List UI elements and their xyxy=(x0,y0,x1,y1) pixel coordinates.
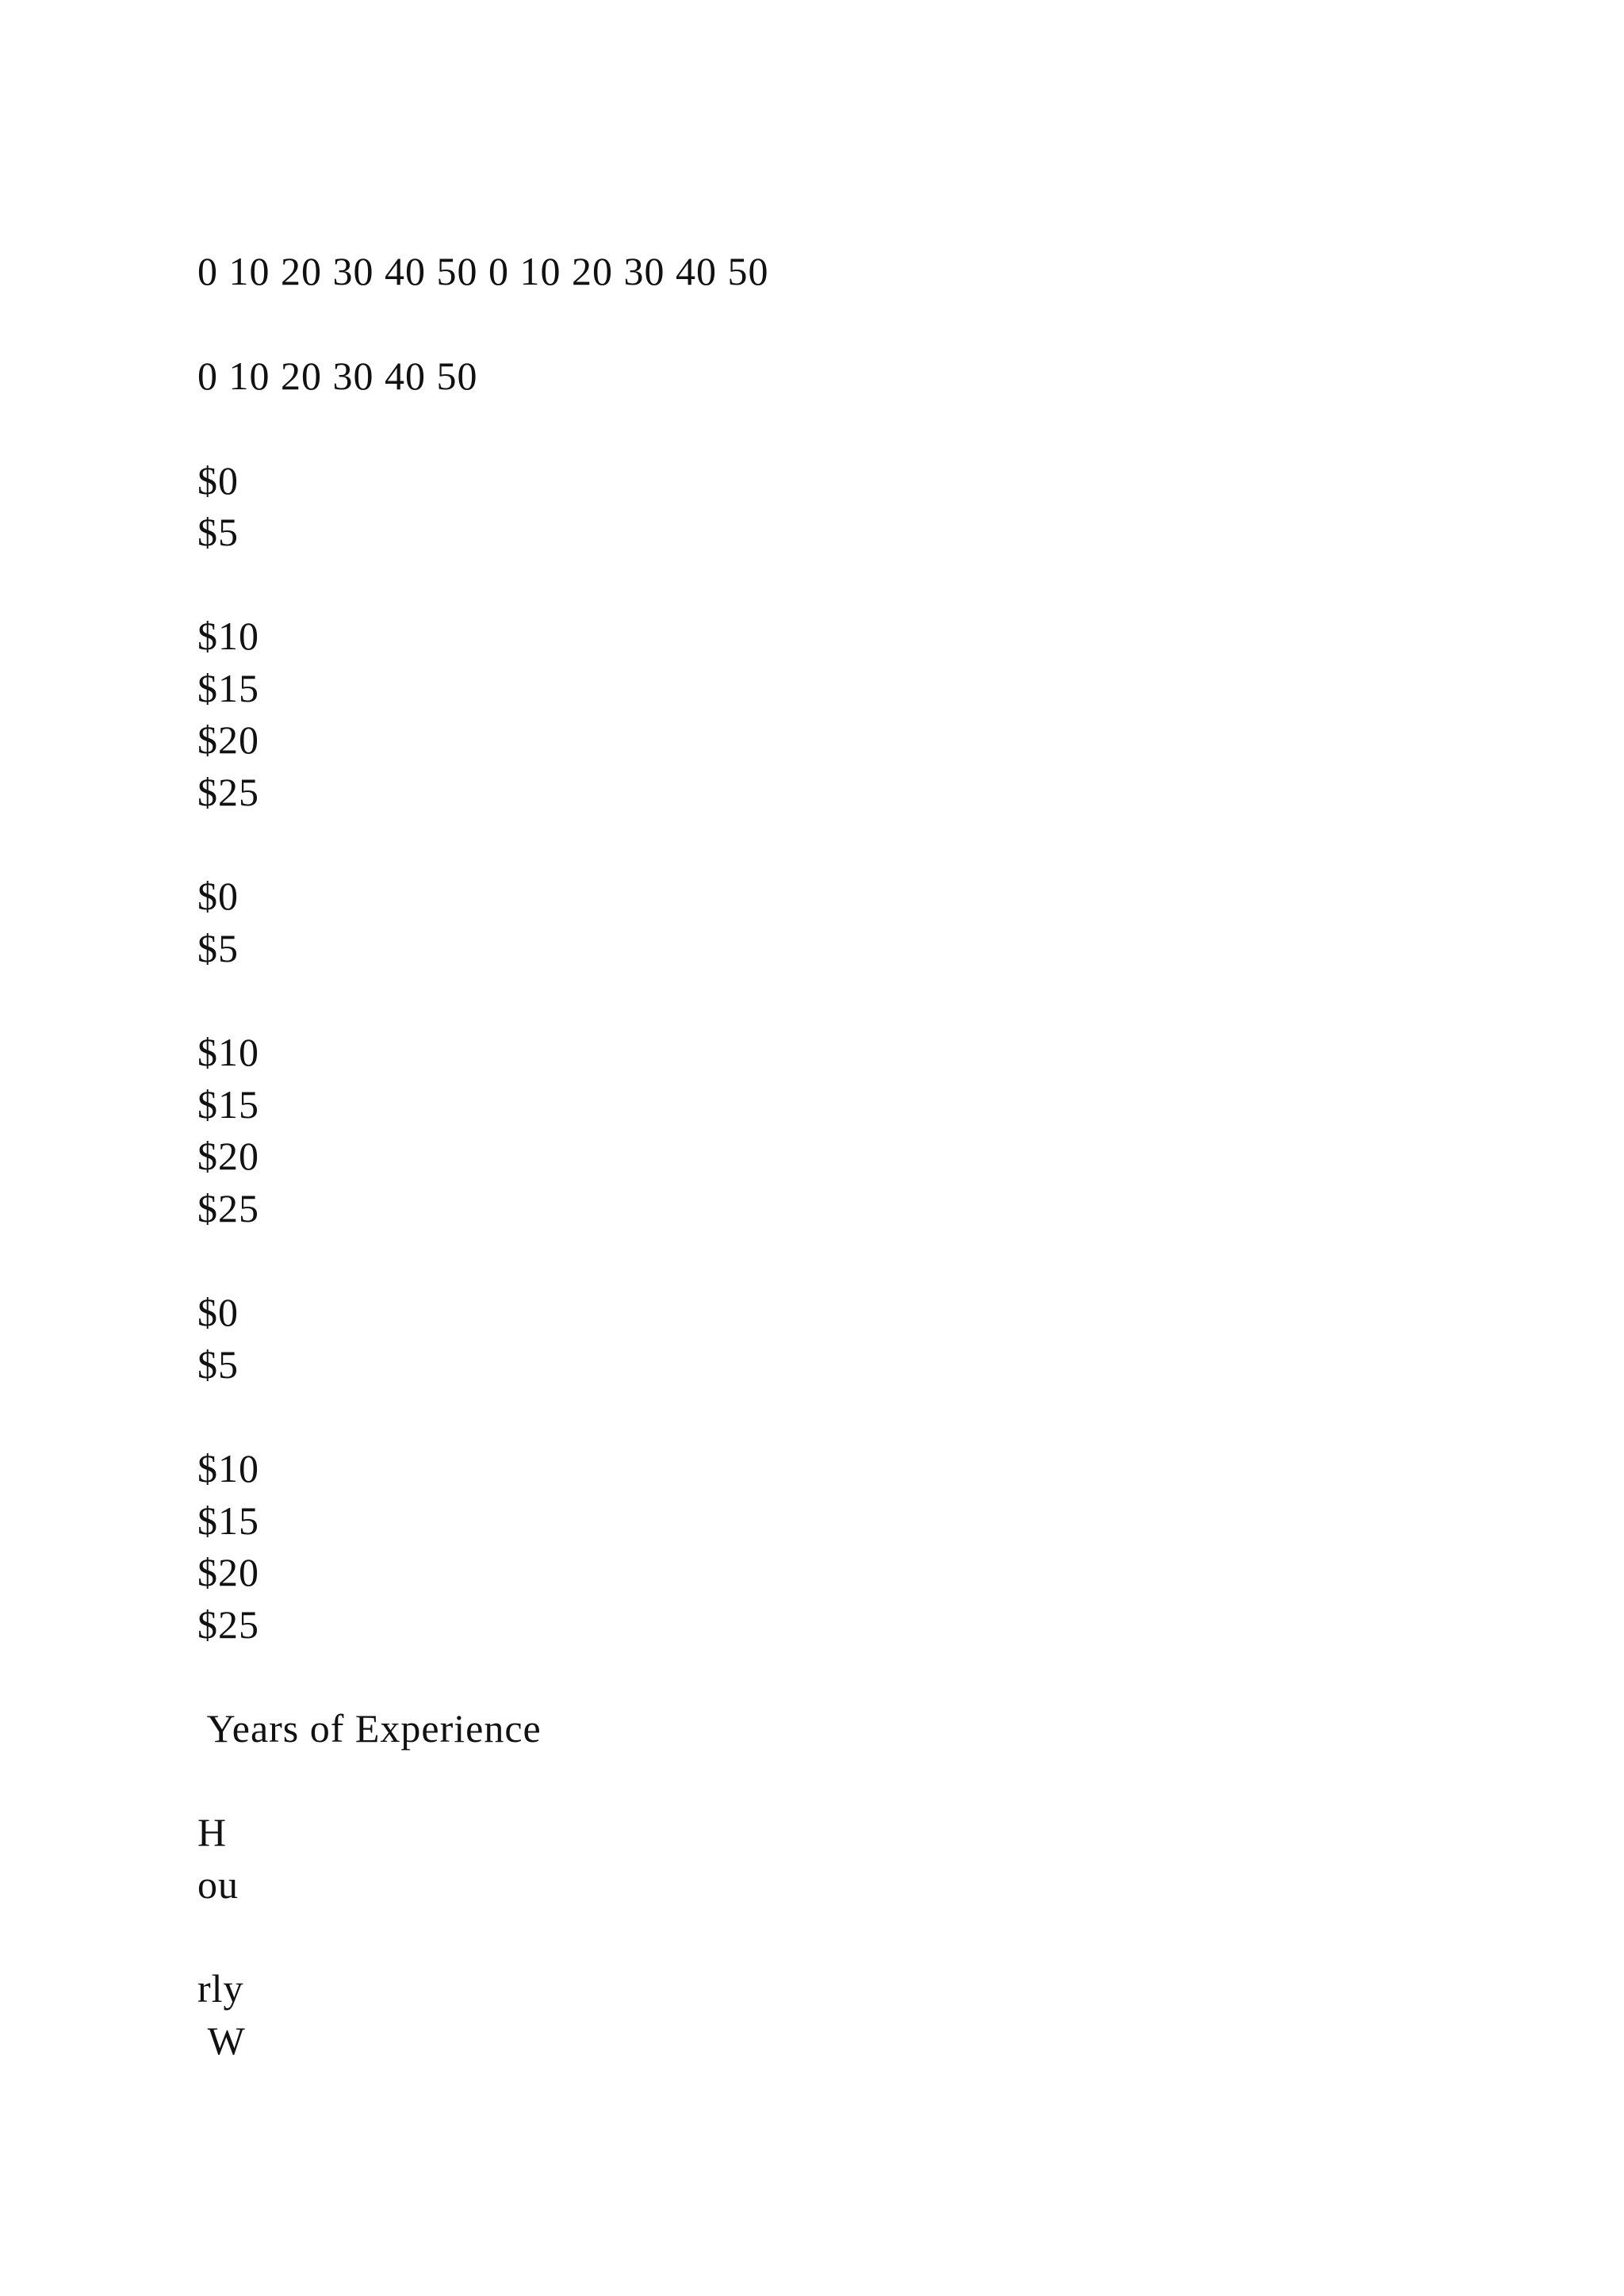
y-tick-label: $20 xyxy=(197,718,259,762)
y-tick-label: $10 xyxy=(197,614,259,658)
y-tick-label: $15 xyxy=(197,1498,259,1543)
y-axis-title-fragment: rly xyxy=(197,1966,244,2011)
y-tick-label: $25 xyxy=(197,770,259,814)
y-tick-label: $0 xyxy=(197,874,239,918)
y-tick-label: $15 xyxy=(197,1082,259,1127)
y-tick-label: $25 xyxy=(197,1186,259,1230)
y-tick-label: $25 xyxy=(197,1602,259,1647)
x-axis-title: Years of Experience xyxy=(197,1706,542,1751)
y-tick-label: $0 xyxy=(197,458,239,503)
y-tick-label: $20 xyxy=(197,1134,259,1178)
y-axis-title-fragment: ou xyxy=(197,1862,239,1907)
x-tick-labels-line: 0 10 20 30 40 50 0 10 20 30 40 50 xyxy=(197,249,769,293)
y-tick-label: $5 xyxy=(197,1342,239,1387)
y-tick-label: $10 xyxy=(197,1446,259,1490)
y-tick-label: $0 xyxy=(197,1290,239,1334)
x-tick-labels-line: 0 10 20 30 40 50 xyxy=(197,354,478,398)
y-tick-label: $10 xyxy=(197,1030,259,1074)
y-tick-label: $20 xyxy=(197,1550,259,1594)
y-tick-label: $5 xyxy=(197,510,239,554)
y-tick-label: $5 xyxy=(197,926,239,970)
y-axis-title-fragment: H xyxy=(197,1810,228,1854)
y-axis-title-fragment: W xyxy=(197,2019,246,2063)
y-tick-label: $15 xyxy=(197,666,259,710)
